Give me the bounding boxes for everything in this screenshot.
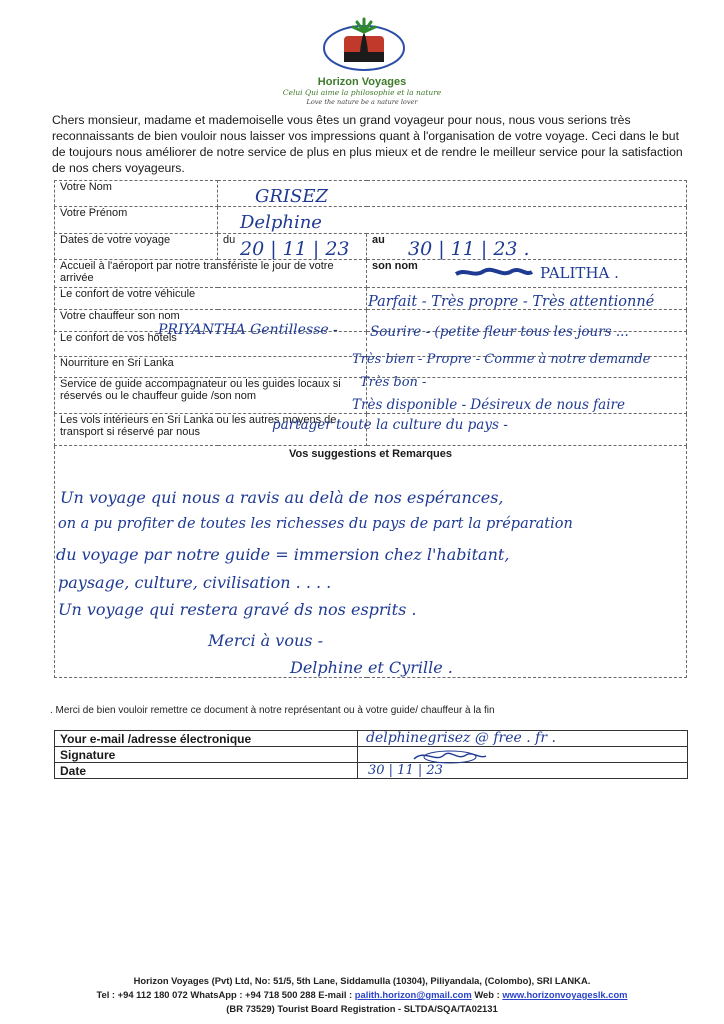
footer-web-link[interactable]: www.horizonvoyageslk.com [502, 989, 628, 1000]
hotels-label: Le confort de vos hôtels [55, 332, 367, 357]
answer-transfer-name: PALITHA . [540, 264, 619, 282]
brand-tagline: Celui Qui aime la philosophie et la nature [282, 88, 442, 97]
footer-web-label: Web : [471, 989, 503, 1000]
intro-paragraph: Chers monsieur, madame et mademoiselle vous êtes un grand voyageur pour nous, nous vous serions très reconnaissants de bien vouloir nous laisser vos impressions quant à l'organisation de votre voyage. Ceci dans le but de toujours nous améliorer de notre service de plus en plus mieux et de rendre le meilleur service pour la satisfaction de nos chers voyageurs. [52, 113, 683, 175]
answer-chauffeur-name: PRIYANTHA Gentillesse - [158, 322, 338, 338]
accueil-label: Accueil à l'aéroport par notre transféristе le jour de votre arrivée [55, 260, 367, 288]
answer-date-au: 30 | 11 | 23 . [408, 238, 530, 260]
answer-guide-line2: partager toute la culture du pays - [272, 417, 508, 433]
answer-chauffeur-comment: Sourire - (petite fleur tous les jours ... [370, 324, 629, 340]
remark-line-1: Un voyage qui nous a ravis au delà de nos espérances, [60, 488, 504, 507]
guide-label: Service de guide accompagnateur ou les guides locaux si réservés ou le chauffeur guide /son nom [55, 378, 367, 414]
vols-label: Les vols intérieurs en Sri Lanka ou les autres moyens de transport si réservé par nous [55, 414, 367, 446]
email-label: Your e-mail /adresse électronique [55, 731, 358, 747]
scribble-strikethrough-icon [454, 266, 534, 280]
remark-merci: Merci à vous - [208, 631, 323, 650]
answer-date-du: 20 | 11 | 23 [240, 238, 350, 260]
chauffeur-label: Votre chauffeur son nom [55, 310, 367, 332]
answer-nourriture: Très bon - [360, 375, 427, 390]
return-note: . Merci de bien vouloir remettre ce document à notre représentant ou à votre guide/ chauffeur à la fin [50, 705, 495, 716]
signature-field[interactable] [358, 747, 688, 763]
footer-phones: Tel : +94 112 180 072 WhatsApp : +94 718 500 288 E-mail : [96, 989, 355, 1000]
answer-nom: GRISEZ [255, 186, 329, 207]
footer-registration: (BR 73529) Tourist Board Registration - SLTDA/SQA/TA02131 [226, 1003, 498, 1014]
footer-address: Horizon Voyages (Pvt) Ltd, No: 51/5, 5th Lane, Siddamulla (10304), Piliyandala, (Colombo), SRI LANKA. [133, 975, 591, 986]
answer-vehicule: Parfait - Très propre - Très attentionné [368, 294, 655, 310]
nom-label: Votre Nom [55, 181, 218, 207]
remark-line-3: du voyage par notre guide = immersion chez l'habitant, [56, 545, 510, 564]
signature-label: Signature [55, 747, 358, 763]
logo-emblem-icon [320, 14, 408, 74]
date-label: Date [55, 763, 358, 779]
remark-signoff: Delphine et Cyrille . [290, 658, 453, 677]
answer-guide-line1: Très disponible - Désireux de nous faire [352, 397, 625, 413]
prenom-label: Votre Prénom [55, 207, 218, 234]
confort-vehicule-label: Le confort de votre véhicule [55, 288, 367, 310]
nourriture-label: Nourriture en Sri Lanka [55, 357, 367, 378]
logo [320, 14, 408, 74]
dates-label: Dates de votre voyage [55, 234, 218, 260]
suggestions-label: Vos suggestions et Remarques [288, 448, 452, 460]
au-label: au [372, 234, 385, 246]
answer-email: delphinegrisez @ free . fr . [366, 730, 556, 746]
remark-line-4: paysage, culture, civilisation . . . . [58, 573, 332, 592]
brand-name: Horizon Voyages [317, 76, 407, 88]
remark-line-5: Un voyage qui restera gravé ds nos esprits . [58, 600, 417, 619]
footer-email-link[interactable]: palith.horizon@gmail.com [354, 989, 472, 1000]
remark-line-2: on a pu profiter de toutes les richesses du pays de part la préparation [58, 516, 573, 532]
answer-hotels: Très bien - Propre - Comme à notre demande [352, 352, 651, 367]
footer-contact [0, 989, 724, 1000]
answer-date: 30 | 11 | 23 [368, 763, 443, 778]
brand-slogan: Love the nature be a nature lover [306, 98, 418, 106]
son-nom-label: son nom [372, 260, 418, 272]
du-label: du [223, 234, 236, 246]
answer-prenom: Delphine [240, 212, 322, 233]
